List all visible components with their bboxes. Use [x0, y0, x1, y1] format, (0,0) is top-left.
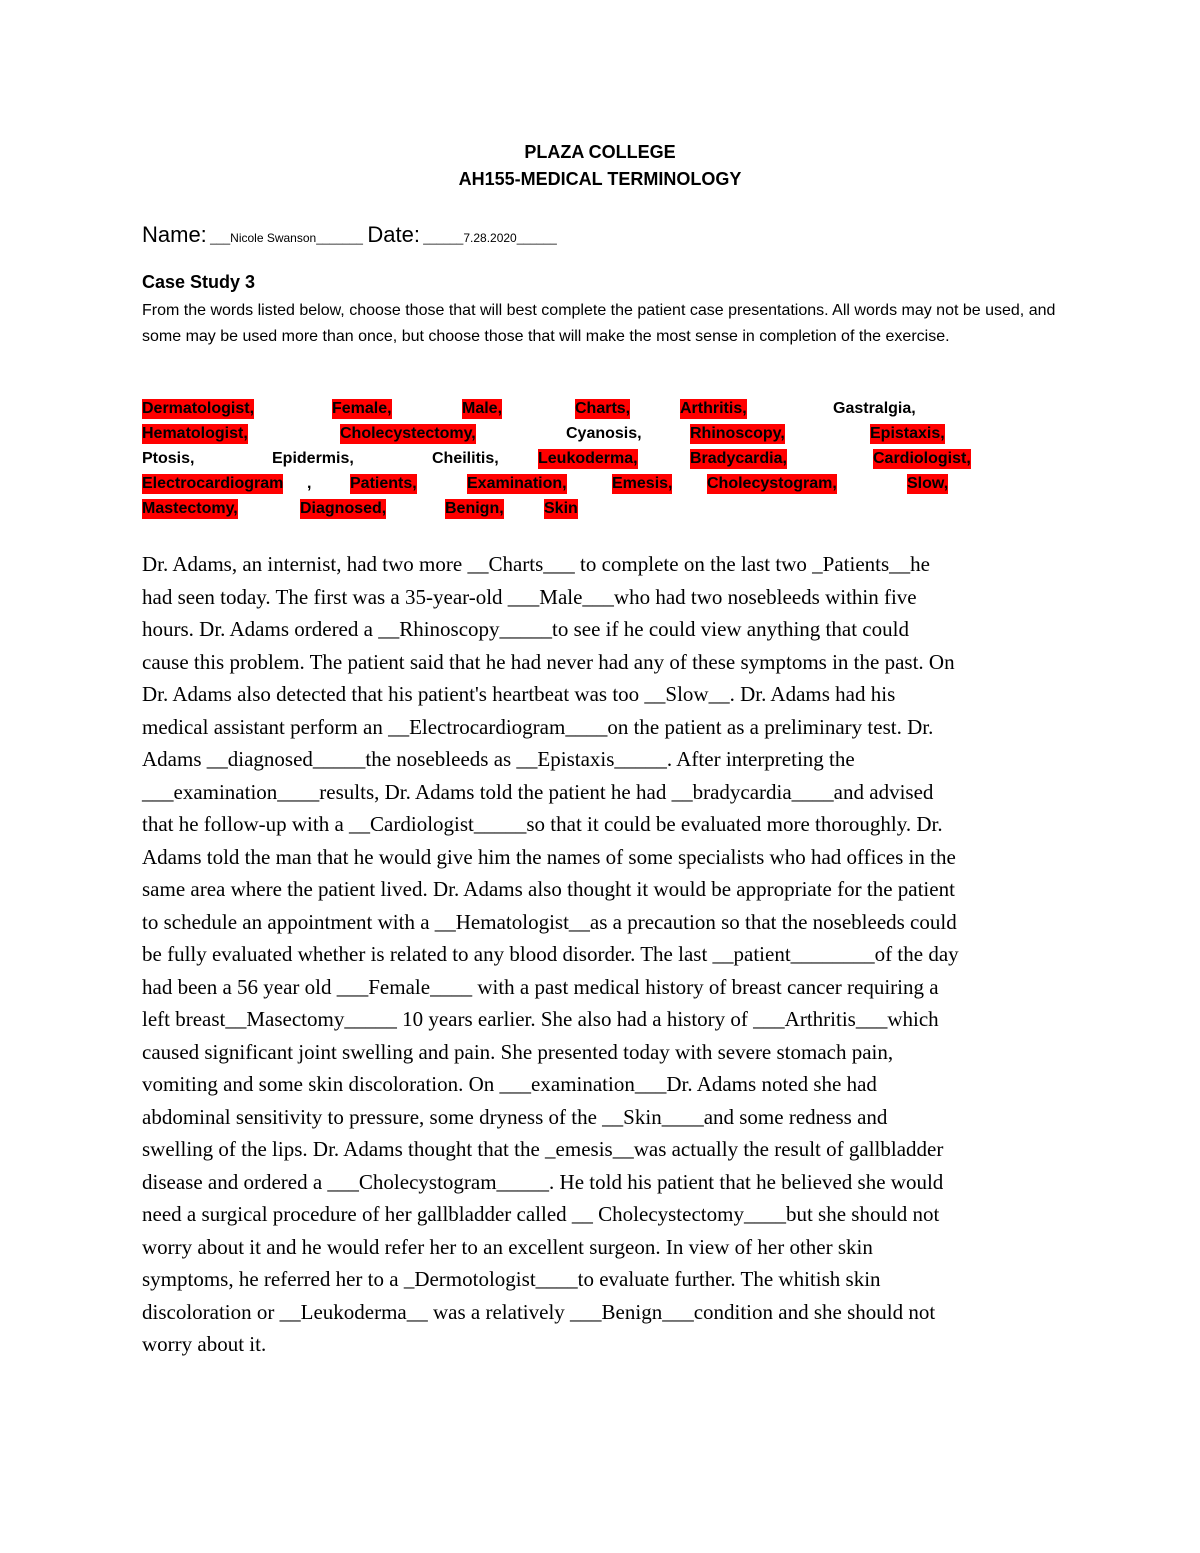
narrative-line: left breast__Masectomy_____ 10 years earlier. She also had a history of ___Arthritis___which: [142, 1007, 939, 1031]
word-bank-item: Male,: [462, 400, 503, 417]
narrative-line: same area where the patient lived. Dr. Adams also thought it would be appropriate for the patient: [142, 877, 955, 901]
case-study-title: Case Study 3: [142, 272, 256, 292]
narrative-line: disease and ordered a ___Cholecystogram_____. He told his patient that he believed she would: [142, 1169, 944, 1194]
word-bank-item: Charts,: [575, 400, 631, 417]
word-bank-item: Epistaxis,: [870, 425, 945, 442]
word-bank-item: Benign,: [445, 500, 504, 517]
narrative-line: Dr. Adams also detected that his patient's heartbeat was too __Slow__. Dr. Adams had his: [142, 682, 896, 706]
course-title: AH155-MEDICAL TERMINOLOGY: [458, 169, 742, 189]
narrative-line: be fully evaluated whether is related to any blood disorder. The last __patient________of the day: [142, 942, 959, 966]
word-bank-item: Diagnosed,: [300, 500, 387, 517]
word-bank-item: Slow,: [907, 475, 949, 492]
narrative-line: symptoms, he referred her to a _Dermotologist____to evaluate further. The whitish skin: [142, 1267, 881, 1291]
word-bank-item: ,: [307, 475, 312, 492]
narrative-line: ___examination____results, Dr. Adams told the patient he had __bradycardia____and advised: [142, 779, 934, 804]
word-bank-item: Cholecystectomy,: [340, 425, 476, 442]
narrative-line: that he follow-up with a __Cardiologist_____so that it could be evaluated more thoroughly. Dr.: [142, 812, 943, 836]
date-value: ______7.28.2020______: [419, 231, 557, 245]
word-bank-item: Cyanosis,: [566, 425, 642, 442]
word-bank-item: Electrocardiogram: [142, 475, 284, 492]
word-bank-item: Mastectomy,: [142, 500, 238, 517]
name-date-row: [142, 222, 557, 248]
word-bank-item: Dermatologist,: [142, 400, 255, 417]
narrative-line: had seen today. The first was a 35-year-old ___Male___who had two nosebleeds within five: [142, 584, 917, 609]
word-bank-item: Leukoderma,: [538, 450, 638, 467]
word-bank-item: Skin: [544, 500, 578, 517]
narrative-line: need a surgical procedure of her gallbladder called __ Cholecystectomy____but she should not: [142, 1202, 940, 1226]
word-bank-item: Female,: [332, 400, 392, 417]
date-label: Date:: [367, 222, 420, 247]
word-bank-item: Patients,: [350, 475, 417, 492]
narrative-line: Adams __diagnosed_____the nosebleeds as __Epistaxis_____. After interpreting the: [142, 747, 855, 771]
name-value: ___Nicole Swanson_______: [206, 231, 363, 245]
word-bank-item: Cholecystogram,: [707, 475, 837, 492]
narrative-line: had been a 56 year old ___Female____ with a past medical history of breast cancer requiring a: [142, 974, 939, 999]
word-bank-item: Rhinoscopy,: [690, 425, 785, 442]
instructions-paragraph: From the words listed below, choose those that will best complete the patient case presentations. All words may not be used, and some may be used more than once, but choose those that will make the most sense in completion of the exercise.: [142, 302, 1056, 345]
narrative-line: to schedule an appointment with a __Hematologist__as a precaution so that the nosebleeds could: [142, 909, 957, 934]
word-bank-item: Cardiologist,: [873, 450, 971, 467]
narrative-line: cause this problem. The patient said that he had never had any of these symptoms in the past. On: [142, 649, 955, 674]
narrative-line: worry about it.: [142, 1332, 267, 1356]
narrative-line: vomiting and some skin discoloration. On ___examination___Dr. Adams noted she had: [142, 1072, 877, 1096]
narrative-line: abdominal sensitivity to pressure, some dryness of the __Skin____and some redness and: [142, 1104, 888, 1129]
narrative-line: Adams told the man that he would give him the names of some specialists who had offices in the: [142, 844, 956, 869]
word-bank-item: Hematologist,: [142, 425, 248, 442]
word-bank-item: Cheilitis,: [432, 450, 499, 467]
narrative-line: swelling of the lips. Dr. Adams thought that the _emesis__was actually the result of gallbladder: [142, 1137, 944, 1161]
narrative-line: hours. Dr. Adams ordered a __Rhinoscopy_____to see if he could view anything that could: [142, 617, 909, 641]
case-narrative: [142, 548, 1062, 1361]
narrative-line: caused significant joint swelling and pain. She presented today with severe stomach pain,: [142, 1039, 894, 1064]
word-bank-item: Ptosis,: [142, 450, 195, 467]
narrative-line: discoloration or __Leukoderma__ was a relatively ___Benign___condition and she should not: [142, 1299, 936, 1324]
word-bank-item: Examination,: [467, 475, 567, 492]
word-bank-item: Emesis,: [612, 475, 673, 492]
narrative-line: medical assistant perform an __Electrocardiogram____on the patient as a preliminary test. Dr.: [142, 714, 934, 739]
narrative-line: worry about it and he would refer her to an excellent surgeon. In view of her other skin: [142, 1234, 873, 1259]
name-label: Name:: [142, 222, 207, 247]
word-bank-item: Gastralgia,: [833, 400, 916, 417]
word-bank-item: Bradycardia,: [690, 450, 787, 467]
narrative-line: Dr. Adams, an internist, had two more __Charts___ to complete on the last two _Patients__he: [142, 552, 930, 576]
college-title: PLAZA COLLEGE: [524, 142, 676, 162]
word-bank-item: Epidermis,: [272, 450, 354, 467]
word-bank-item: Arthritis,: [680, 400, 747, 417]
